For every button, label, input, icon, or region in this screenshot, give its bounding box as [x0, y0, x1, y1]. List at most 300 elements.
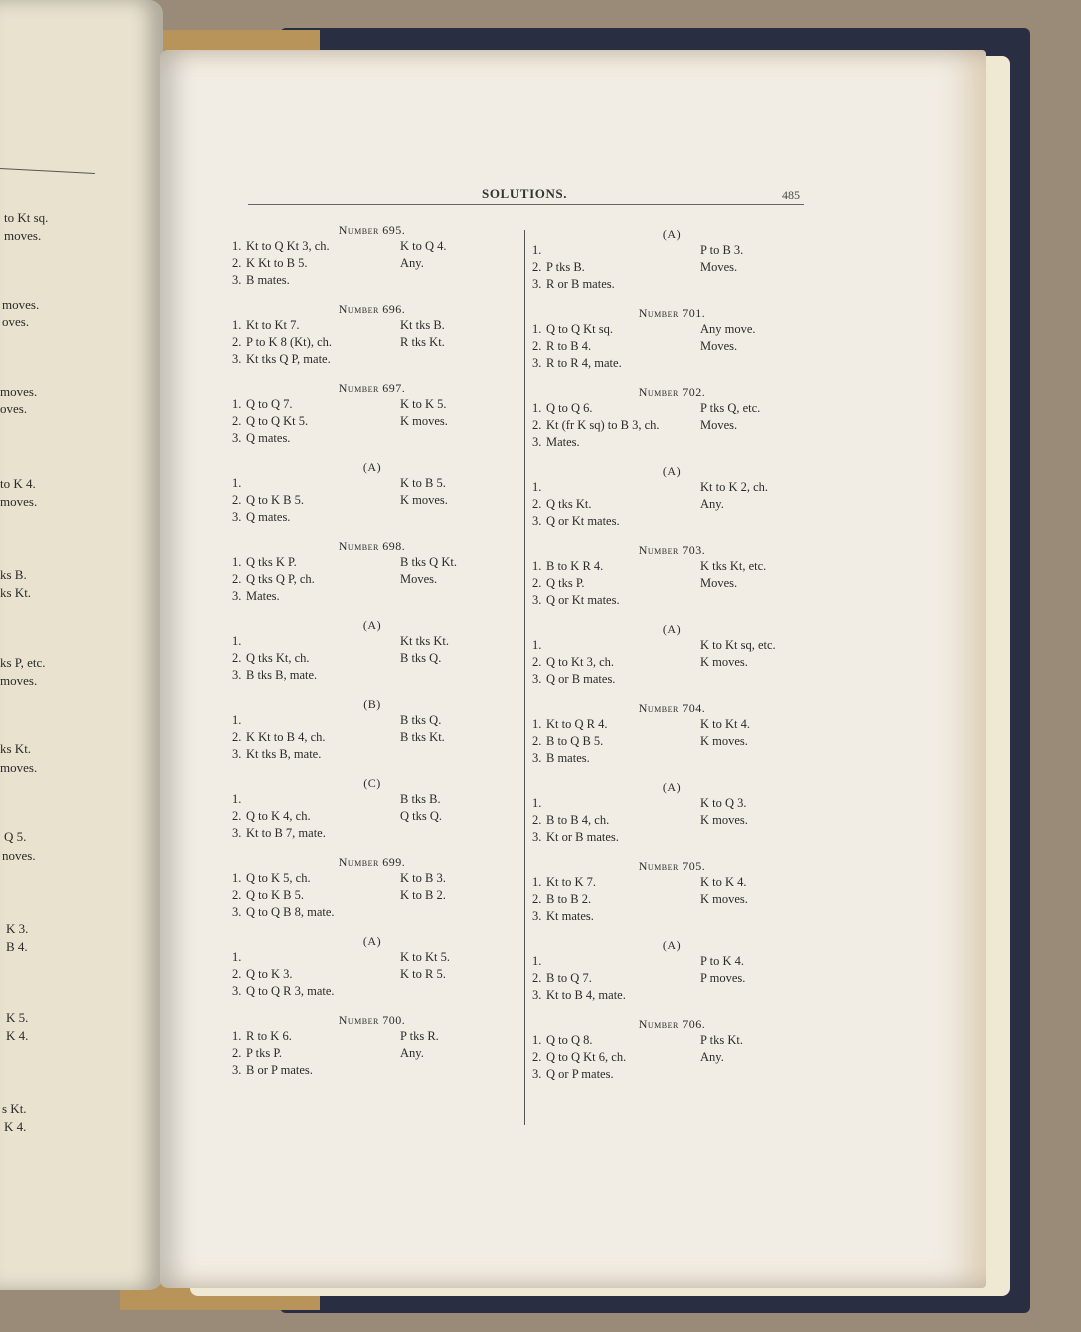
black-move: K to Q 4.	[400, 239, 447, 253]
left-page-line: moves.	[0, 760, 38, 775]
black-move: Q tks Q.	[400, 809, 443, 823]
move-number: 3.	[232, 747, 242, 761]
move-row	[232, 633, 512, 650]
move-row	[232, 808, 512, 825]
black-move: Any.	[400, 256, 424, 270]
black-move: K moves.	[400, 493, 448, 507]
move-row	[532, 874, 812, 891]
move-row	[532, 575, 812, 592]
solution-title: (A)	[662, 464, 682, 478]
solutions-left-column	[232, 222, 512, 1091]
white-move: Kt to Kt 7.	[246, 318, 300, 332]
move-row	[532, 829, 812, 846]
black-move: B tks Q.	[400, 713, 442, 727]
black-move: Moves.	[700, 339, 738, 353]
move-number: 1.	[532, 875, 542, 889]
solution-title: Number 701.	[638, 306, 706, 320]
solution-title: (A)	[662, 780, 682, 794]
solution-title: Number 697.	[338, 381, 406, 395]
white-move: Mates.	[546, 435, 580, 449]
move-number: 1.	[232, 871, 242, 885]
black-move: Moves.	[400, 572, 438, 586]
move-number: 3.	[532, 672, 542, 686]
black-move: K to B 5.	[400, 476, 446, 490]
white-move: Q to Q 7.	[246, 397, 293, 411]
move-row	[532, 953, 812, 970]
left-page-line: K 4.	[4, 1119, 27, 1134]
move-number: 2.	[232, 809, 242, 823]
black-move: P tks Q, etc.	[700, 401, 761, 415]
move-number: 2.	[532, 576, 542, 590]
white-move: Q tks P.	[546, 576, 585, 590]
move-row	[232, 729, 512, 746]
move-row	[532, 795, 812, 812]
solution-block	[532, 1016, 812, 1083]
move-number: 3.	[232, 589, 242, 603]
white-move: K Kt to B 4, ch.	[246, 730, 326, 744]
left-page-line: ks Kt.	[0, 741, 32, 756]
move-number: 1.	[532, 401, 542, 415]
solution-title: Number 698.	[338, 539, 406, 553]
white-move: Kt tks Q P, mate.	[246, 352, 331, 366]
solution-block	[232, 301, 512, 368]
move-number: 1.	[232, 318, 242, 332]
white-move	[544, 795, 700, 812]
solution-title: (B)	[363, 697, 381, 711]
black-move: B tks B.	[400, 792, 441, 806]
move-number: 1.	[232, 476, 242, 490]
move-number: 1.	[232, 239, 242, 253]
solution-title: Number 703.	[638, 543, 706, 557]
running-head: SOLUTIONS.	[482, 186, 568, 201]
black-move: R tks Kt.	[400, 335, 445, 349]
solution-title: (A)	[662, 227, 682, 241]
move-row	[532, 400, 812, 417]
white-move: B to B 2.	[546, 892, 592, 906]
white-move: B mates.	[546, 751, 590, 765]
left-page-line: s Kt.	[2, 1101, 27, 1116]
solution-title: Number 705.	[638, 859, 706, 873]
move-row	[532, 592, 812, 609]
left-page-line: ks P, etc.	[0, 655, 46, 670]
white-move: B to Q B 5.	[546, 734, 604, 748]
move-row	[232, 712, 512, 729]
move-row	[532, 513, 812, 530]
move-row	[232, 475, 512, 492]
move-number: 2.	[532, 734, 542, 748]
left-page-line: moves.	[2, 297, 40, 312]
move-row	[532, 259, 812, 276]
move-number: 1.	[232, 397, 242, 411]
move-row	[232, 255, 512, 272]
move-number: 3.	[532, 435, 542, 449]
move-row	[232, 571, 512, 588]
move-number: 2.	[232, 256, 242, 270]
white-move: Q to K 5, ch.	[246, 871, 311, 885]
white-move: Kt (fr K sq) to B 3, ch.	[546, 418, 660, 432]
move-row	[532, 716, 812, 733]
black-move: B tks Q.	[400, 651, 442, 665]
move-number: 3.	[532, 751, 542, 765]
white-move: P tks P.	[246, 1046, 283, 1060]
move-row	[232, 396, 512, 413]
move-number: 1.	[232, 555, 242, 569]
white-move	[544, 953, 700, 970]
solution-title: Number 702.	[638, 385, 706, 399]
black-move: P tks R.	[400, 1029, 439, 1043]
move-number: 1.	[532, 1033, 542, 1047]
move-number: 1.	[532, 243, 542, 257]
white-move: Q to K B 5.	[246, 493, 304, 507]
left-page-line: ks Kt.	[0, 585, 32, 600]
move-number: 2.	[232, 967, 242, 981]
solution-title: Number 699.	[338, 855, 406, 869]
move-row	[532, 812, 812, 829]
white-move: R to B 4.	[546, 339, 592, 353]
move-row	[532, 321, 812, 338]
move-row	[532, 338, 812, 355]
move-row	[232, 588, 512, 605]
solution-title: (A)	[362, 934, 382, 948]
move-row	[532, 276, 812, 293]
move-row	[232, 667, 512, 684]
white-move: Kt to B 4, mate.	[546, 988, 626, 1002]
white-move: Kt to K 7.	[546, 875, 596, 889]
left-page-line: K 4.	[6, 1028, 29, 1043]
move-number: 3.	[232, 273, 242, 287]
left-page-line: moves.	[0, 673, 38, 688]
white-move: Q or Kt mates.	[546, 593, 620, 607]
black-move: Kt tks B.	[400, 318, 445, 332]
move-row	[532, 891, 812, 908]
move-row	[532, 637, 812, 654]
move-number: 1.	[532, 717, 542, 731]
black-move: Moves.	[700, 576, 738, 590]
black-move: Any.	[400, 1046, 424, 1060]
white-move: Q mates.	[246, 510, 291, 524]
move-row	[232, 317, 512, 334]
solution-title: Number 700.	[338, 1013, 406, 1027]
white-move: Kt tks B, mate.	[246, 747, 322, 761]
white-move	[244, 633, 400, 650]
solution-block	[232, 459, 512, 526]
black-move: K to Kt sq, etc.	[700, 638, 776, 652]
move-number: 3.	[232, 826, 242, 840]
move-row	[532, 1049, 812, 1066]
move-row	[232, 334, 512, 351]
black-move: K to Kt 4.	[700, 717, 750, 731]
solution-block	[232, 538, 512, 605]
white-move: Q to Q Kt sq.	[546, 322, 614, 336]
move-row	[232, 554, 512, 571]
white-move	[544, 479, 700, 496]
left-page-line: K 3.	[6, 921, 29, 936]
white-move: R to R 4, mate.	[546, 356, 622, 370]
left-page-line: Q 5.	[4, 829, 27, 844]
solution-block	[232, 854, 512, 921]
move-row	[532, 479, 812, 496]
move-row	[232, 870, 512, 887]
left-page-line: ks B.	[0, 567, 27, 582]
move-number: 2.	[532, 971, 542, 985]
solution-block	[532, 621, 812, 688]
move-row	[532, 970, 812, 987]
move-number: 2.	[532, 418, 542, 432]
solution-title: Number 696.	[338, 302, 406, 316]
move-number: 1.	[232, 792, 242, 806]
move-row	[232, 509, 512, 526]
white-move: B tks B, mate.	[246, 668, 318, 682]
white-move: Q mates.	[246, 431, 291, 445]
move-row	[532, 558, 812, 575]
white-move: Kt to Q R 4.	[546, 717, 608, 731]
move-row	[232, 949, 512, 966]
move-row	[232, 272, 512, 289]
move-number: 3.	[232, 352, 242, 366]
white-move: Q to Q Kt 6, ch.	[546, 1050, 627, 1064]
white-move: Q to Q B 8, mate.	[246, 905, 335, 919]
white-move: P to K 8 (Kt), ch.	[246, 335, 332, 349]
white-move	[544, 637, 700, 654]
move-number: 2.	[232, 335, 242, 349]
white-move: B to K R 4.	[546, 559, 604, 573]
solution-block	[532, 463, 812, 530]
black-move: K moves.	[700, 892, 748, 906]
left-page-line: moves.	[4, 228, 42, 243]
white-move: Q to Q 6.	[546, 401, 593, 415]
solution-block	[232, 222, 512, 289]
white-move: Q or B mates.	[546, 672, 616, 686]
move-row	[532, 496, 812, 513]
black-move: Kt to K 2, ch.	[700, 480, 769, 494]
move-row	[532, 417, 812, 434]
move-number: 1.	[232, 713, 242, 727]
white-move: Q to K 4, ch.	[246, 809, 311, 823]
white-move: Mates.	[246, 589, 280, 603]
head-rule	[248, 204, 804, 205]
move-number: 3.	[532, 514, 542, 528]
column-divider	[524, 230, 525, 1125]
left-page-line: K 5.	[6, 1010, 29, 1025]
white-move: Q to Kt 3, ch.	[546, 655, 615, 669]
move-number: 2.	[532, 497, 542, 511]
move-number: 3.	[532, 830, 542, 844]
move-row	[232, 1028, 512, 1045]
left-page-line: B 4.	[6, 939, 28, 954]
move-number: 2.	[232, 414, 242, 428]
white-move: Kt mates.	[546, 909, 594, 923]
move-number: 2.	[532, 339, 542, 353]
solution-block	[532, 700, 812, 767]
move-row	[232, 791, 512, 808]
move-row	[532, 355, 812, 372]
white-move: Q to Q Kt 5.	[246, 414, 309, 428]
black-move: K to R 5.	[400, 967, 446, 981]
white-move	[244, 949, 400, 966]
move-row	[232, 983, 512, 1000]
move-row	[532, 750, 812, 767]
move-number: 2.	[232, 572, 242, 586]
black-move: K to K 4.	[700, 875, 747, 889]
solution-title: (A)	[362, 618, 382, 632]
move-number: 2.	[232, 888, 242, 902]
black-move: K moves.	[700, 734, 748, 748]
move-number: 3.	[532, 988, 542, 1002]
solution-block	[532, 305, 812, 372]
solution-block	[532, 937, 812, 1004]
white-move: R or B mates.	[546, 277, 615, 291]
white-move: Kt or B mates.	[546, 830, 619, 844]
move-number: 1.	[532, 480, 542, 494]
black-move: Moves.	[700, 418, 738, 432]
move-number: 3.	[532, 277, 542, 291]
move-row	[532, 434, 812, 451]
white-move: B or P mates.	[246, 1063, 313, 1077]
white-move	[244, 712, 400, 729]
move-row	[532, 242, 812, 259]
move-number: 1.	[532, 638, 542, 652]
solution-title: (A)	[662, 622, 682, 636]
solution-title: Number 706.	[638, 1017, 706, 1031]
solution-title: (A)	[662, 938, 682, 952]
move-number: 2.	[232, 1046, 242, 1060]
solution-block	[232, 775, 512, 842]
move-number: 2.	[532, 655, 542, 669]
white-move: Q tks Kt.	[546, 497, 592, 511]
white-move: P tks B.	[546, 260, 585, 274]
solution-title: Number 695.	[338, 223, 406, 237]
solution-block	[532, 226, 812, 293]
left-page-head-rule	[0, 168, 95, 174]
move-row	[232, 492, 512, 509]
black-move: K to K 5.	[400, 397, 447, 411]
black-move: K to Q 3.	[700, 796, 747, 810]
solution-title: (C)	[363, 776, 381, 790]
white-move: R to K 6.	[246, 1029, 292, 1043]
move-number: 1.	[232, 634, 242, 648]
white-move	[244, 475, 400, 492]
move-row	[232, 1045, 512, 1062]
black-move: B tks Q Kt.	[400, 555, 457, 569]
move-number: 2.	[532, 813, 542, 827]
left-page-line: oves.	[0, 401, 28, 416]
black-move: Kt tks Kt.	[400, 634, 449, 648]
white-move: B mates.	[246, 273, 290, 287]
black-move: Any.	[700, 1050, 724, 1064]
left-page-line: noves.	[2, 848, 36, 863]
move-row	[532, 733, 812, 750]
white-move: Kt to B 7, mate.	[246, 826, 326, 840]
solution-block	[532, 384, 812, 451]
solution-title: Number 704.	[638, 701, 706, 715]
black-move: K moves.	[700, 655, 748, 669]
solution-block	[232, 380, 512, 447]
move-row	[232, 887, 512, 904]
move-row	[232, 650, 512, 667]
white-move: Q tks K P.	[246, 555, 297, 569]
move-number: 3.	[232, 905, 242, 919]
move-number: 1.	[232, 950, 242, 964]
move-number: 1.	[232, 1029, 242, 1043]
solution-block	[232, 696, 512, 763]
move-number: 1.	[532, 796, 542, 810]
move-row	[232, 825, 512, 842]
black-move: K moves.	[400, 414, 448, 428]
black-move: K to B 2.	[400, 888, 446, 902]
black-move: K moves.	[700, 813, 748, 827]
white-move: Q to Q 8.	[546, 1033, 593, 1047]
move-row	[232, 1062, 512, 1079]
white-move: Q to Q R 3, mate.	[246, 984, 335, 998]
white-move: Q to K B 5.	[246, 888, 304, 902]
move-row	[232, 966, 512, 983]
white-move: Q tks Kt, ch.	[246, 651, 310, 665]
move-row	[532, 1066, 812, 1083]
move-row	[532, 908, 812, 925]
black-move: K tks Kt, etc.	[700, 559, 767, 573]
white-move: Kt to Q Kt 3, ch.	[246, 239, 330, 253]
move-number: 3.	[532, 356, 542, 370]
move-number: 3.	[232, 984, 242, 998]
move-number: 3.	[532, 593, 542, 607]
solution-block	[232, 1012, 512, 1079]
left-page	[0, 0, 163, 1290]
white-move	[244, 791, 400, 808]
move-row	[532, 1032, 812, 1049]
solution-block	[532, 779, 812, 846]
move-row	[232, 238, 512, 255]
move-number: 3.	[532, 1067, 542, 1081]
black-move: Any.	[700, 497, 724, 511]
left-page-line: to Kt sq.	[4, 210, 49, 225]
move-number: 2.	[532, 892, 542, 906]
black-move: K to B 3.	[400, 871, 446, 885]
move-number: 3.	[232, 1063, 242, 1077]
black-move: P tks Kt.	[700, 1033, 743, 1047]
move-row	[532, 987, 812, 1004]
black-move: P to B 3.	[700, 243, 744, 257]
solution-title: (A)	[362, 460, 382, 474]
black-move: B tks Kt.	[400, 730, 445, 744]
move-number: 3.	[532, 909, 542, 923]
move-number: 2.	[232, 730, 242, 744]
left-page-line: oves.	[2, 314, 30, 329]
move-row	[232, 430, 512, 447]
black-move: P to K 4.	[700, 954, 744, 968]
white-move: K Kt to B 5.	[246, 256, 308, 270]
move-row	[232, 904, 512, 921]
left-page-line: moves.	[0, 384, 38, 399]
white-move: B to B 4, ch.	[546, 813, 610, 827]
left-page-line: to K 4.	[0, 476, 36, 491]
white-move: Q or P mates.	[546, 1067, 614, 1081]
move-row	[532, 671, 812, 688]
solutions-right-column	[532, 226, 812, 1095]
left-page-line: moves.	[0, 494, 38, 509]
move-row	[232, 351, 512, 368]
black-move: Moves.	[700, 260, 738, 274]
move-number: 2.	[232, 493, 242, 507]
move-number: 3.	[232, 431, 242, 445]
move-number: 2.	[532, 1050, 542, 1064]
solution-block	[532, 542, 812, 609]
move-row	[232, 746, 512, 763]
black-move: Any move.	[700, 322, 756, 336]
white-move: B to Q 7.	[546, 971, 592, 985]
solution-block	[232, 617, 512, 684]
black-move: K to Kt 5.	[400, 950, 450, 964]
move-number: 3.	[232, 510, 242, 524]
